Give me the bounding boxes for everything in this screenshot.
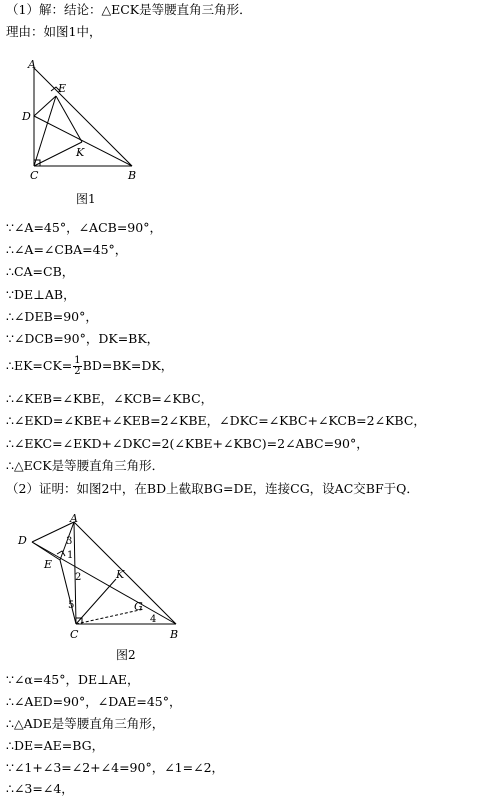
proof1-line8: ∴∠KEB=∠KBE，∠KCB=∠KBC， bbox=[6, 391, 214, 406]
fig2-label-a: A bbox=[70, 512, 78, 525]
figure1-diagram bbox=[20, 58, 170, 183]
fig1-seg-ck bbox=[34, 142, 82, 166]
proof1-line7-pre: ∴EK=CK= bbox=[6, 358, 73, 373]
proof1-line4: ∵DE⊥AB， bbox=[6, 287, 76, 302]
fig2-angle-4: 4 bbox=[150, 614, 157, 625]
fig2-seg-ck bbox=[76, 579, 116, 624]
fig2-label-g: G bbox=[134, 600, 143, 613]
fig2-label-e: E bbox=[44, 558, 53, 571]
fig1-label-e: E bbox=[58, 82, 67, 95]
proof1-line3: ∴CA=CB， bbox=[6, 264, 75, 279]
figure2-caption: 图2 bbox=[116, 648, 136, 662]
part1-line1: （1）解：结论：△ECK是等腰直角三角形． bbox=[6, 2, 252, 17]
fig2-angle-3: 3 bbox=[66, 536, 73, 547]
half-fraction bbox=[73, 356, 81, 377]
fig2-label-b: B bbox=[170, 628, 179, 641]
proof2-line2: ∴∠AED=90°，∠DAE=45°， bbox=[6, 694, 182, 709]
proof1-line7-post: BD=BK=DK， bbox=[82, 358, 174, 373]
proof1-line6: ∵∠DCB=90°，DK=BK， bbox=[6, 331, 160, 346]
proof2-line5: ∵∠1+∠3=∠2+∠4=90°，∠1=∠2， bbox=[6, 760, 225, 775]
part2-line1: （2）证明：如图2中，在BD上截取BG=DE，连接CG，设AC交BF于Q． bbox=[6, 481, 419, 496]
part1-line2: 理由：如图1中， bbox=[6, 24, 102, 39]
fraction-numerator: 1 bbox=[74, 355, 81, 366]
proof1-line9: ∴∠EKD=∠KBE+∠KEB=2∠KBE，∠DKC=∠KBC+∠KCB=2∠KBC， bbox=[6, 413, 426, 428]
fig1-label-a: A bbox=[28, 58, 36, 71]
proof1-line1: ∵∠A=45°，∠ACB=90°， bbox=[6, 220, 162, 235]
fig2-seg-db bbox=[32, 542, 176, 624]
proof1-line10: ∴∠EKC=∠EKD+∠DKC=2(∠KBE+∠KBC)=2∠ABC=90°， bbox=[6, 436, 369, 451]
proof2-line1: ∵∠α=45°，DE⊥AE， bbox=[6, 672, 140, 687]
figure2-diagram bbox=[12, 512, 192, 642]
proof2-line4: ∴DE=AE=BG， bbox=[6, 738, 105, 753]
fig1-label-d: D bbox=[22, 110, 31, 123]
fraction-denominator: 2 bbox=[74, 366, 81, 377]
proof2-line6: ∴∠3=∠4， bbox=[6, 781, 74, 796]
fig2-label-d: D bbox=[18, 534, 27, 547]
fig1-label-c: C bbox=[30, 169, 39, 182]
proof1-line7 bbox=[6, 356, 173, 377]
proof2-line3: ∴△ADE是等腰直角三角形， bbox=[6, 716, 165, 731]
fig2-angle-2: 2 bbox=[75, 572, 82, 583]
figure1-caption: 图1 bbox=[76, 192, 96, 206]
proof1-line2: ∴∠A=∠CBA=45°， bbox=[6, 242, 128, 257]
fig2-angle-5: 5 bbox=[68, 600, 75, 611]
fig2-seg-ec bbox=[60, 560, 76, 624]
fig2-label-c: C bbox=[70, 628, 79, 641]
fig2-label-k: K bbox=[116, 568, 125, 581]
proof1-line5: ∴∠DEB=90°， bbox=[6, 309, 98, 324]
fig2-angle-1: 1 bbox=[67, 550, 74, 561]
fig2-right-angle-e bbox=[57, 551, 65, 556]
proof1-line11: ∴△ECK是等腰直角三角形． bbox=[6, 458, 165, 473]
fig1-label-b: B bbox=[128, 169, 137, 182]
fig1-label-k: K bbox=[76, 146, 85, 159]
